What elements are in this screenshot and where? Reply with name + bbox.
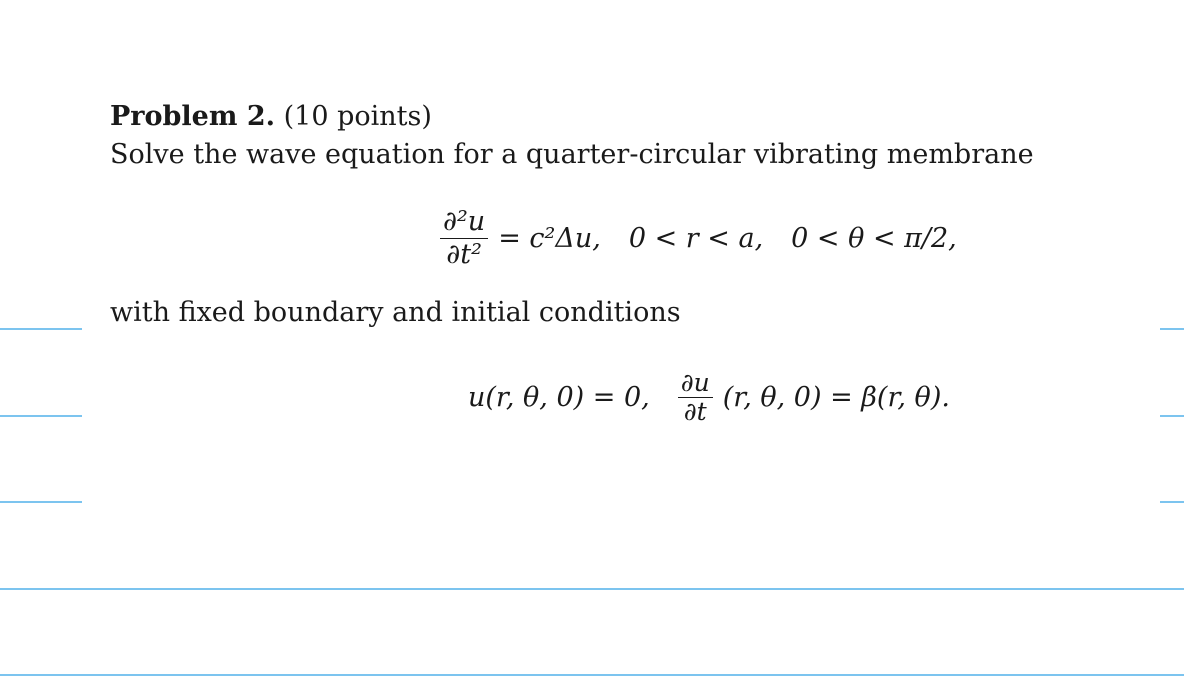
wave-domain-r: 0 < r < a, (628, 222, 764, 254)
initial-conditions-equation (468, 362, 950, 432)
problem-heading (110, 100, 432, 134)
initial-velocity-rhs: (r, θ, 0) = β(r, θ). (722, 381, 950, 413)
wave-domain-theta: 0 < θ < π/2, (791, 222, 957, 254)
rule-line-left-2 (0, 415, 82, 417)
problem-intro: Solve the wave equation for a quarter-circular vibrating membrane (110, 139, 1034, 170)
problem-label: Problem 2. (110, 101, 276, 132)
rule-line-right-1 (1160, 328, 1184, 330)
rule-line-right-3 (1160, 501, 1184, 503)
rule-line-full-2 (0, 674, 1184, 676)
rule-line-left-1 (0, 328, 82, 330)
wave-lhs-denominator: ∂t² (446, 238, 482, 270)
initial-velocity-fraction (678, 369, 713, 426)
rule-line-right-2 (1160, 415, 1184, 417)
problem-points: (10 points) (283, 101, 432, 132)
wave-lhs-numerator: ∂²u (440, 206, 488, 239)
conditions-intro: with fixed boundary and initial conditions (110, 297, 681, 328)
velocity-denominator: ∂t (683, 396, 707, 426)
wave-equation-lhs-fraction (440, 206, 488, 271)
rule-line-full-1 (0, 588, 1184, 590)
initial-displacement: u(r, θ, 0) = 0, (468, 381, 650, 413)
wave-equation (440, 200, 957, 276)
rule-line-left-3 (0, 501, 82, 503)
wave-equation-rhs: = c²Δu, (498, 222, 601, 254)
velocity-numerator: ∂u (678, 369, 713, 398)
